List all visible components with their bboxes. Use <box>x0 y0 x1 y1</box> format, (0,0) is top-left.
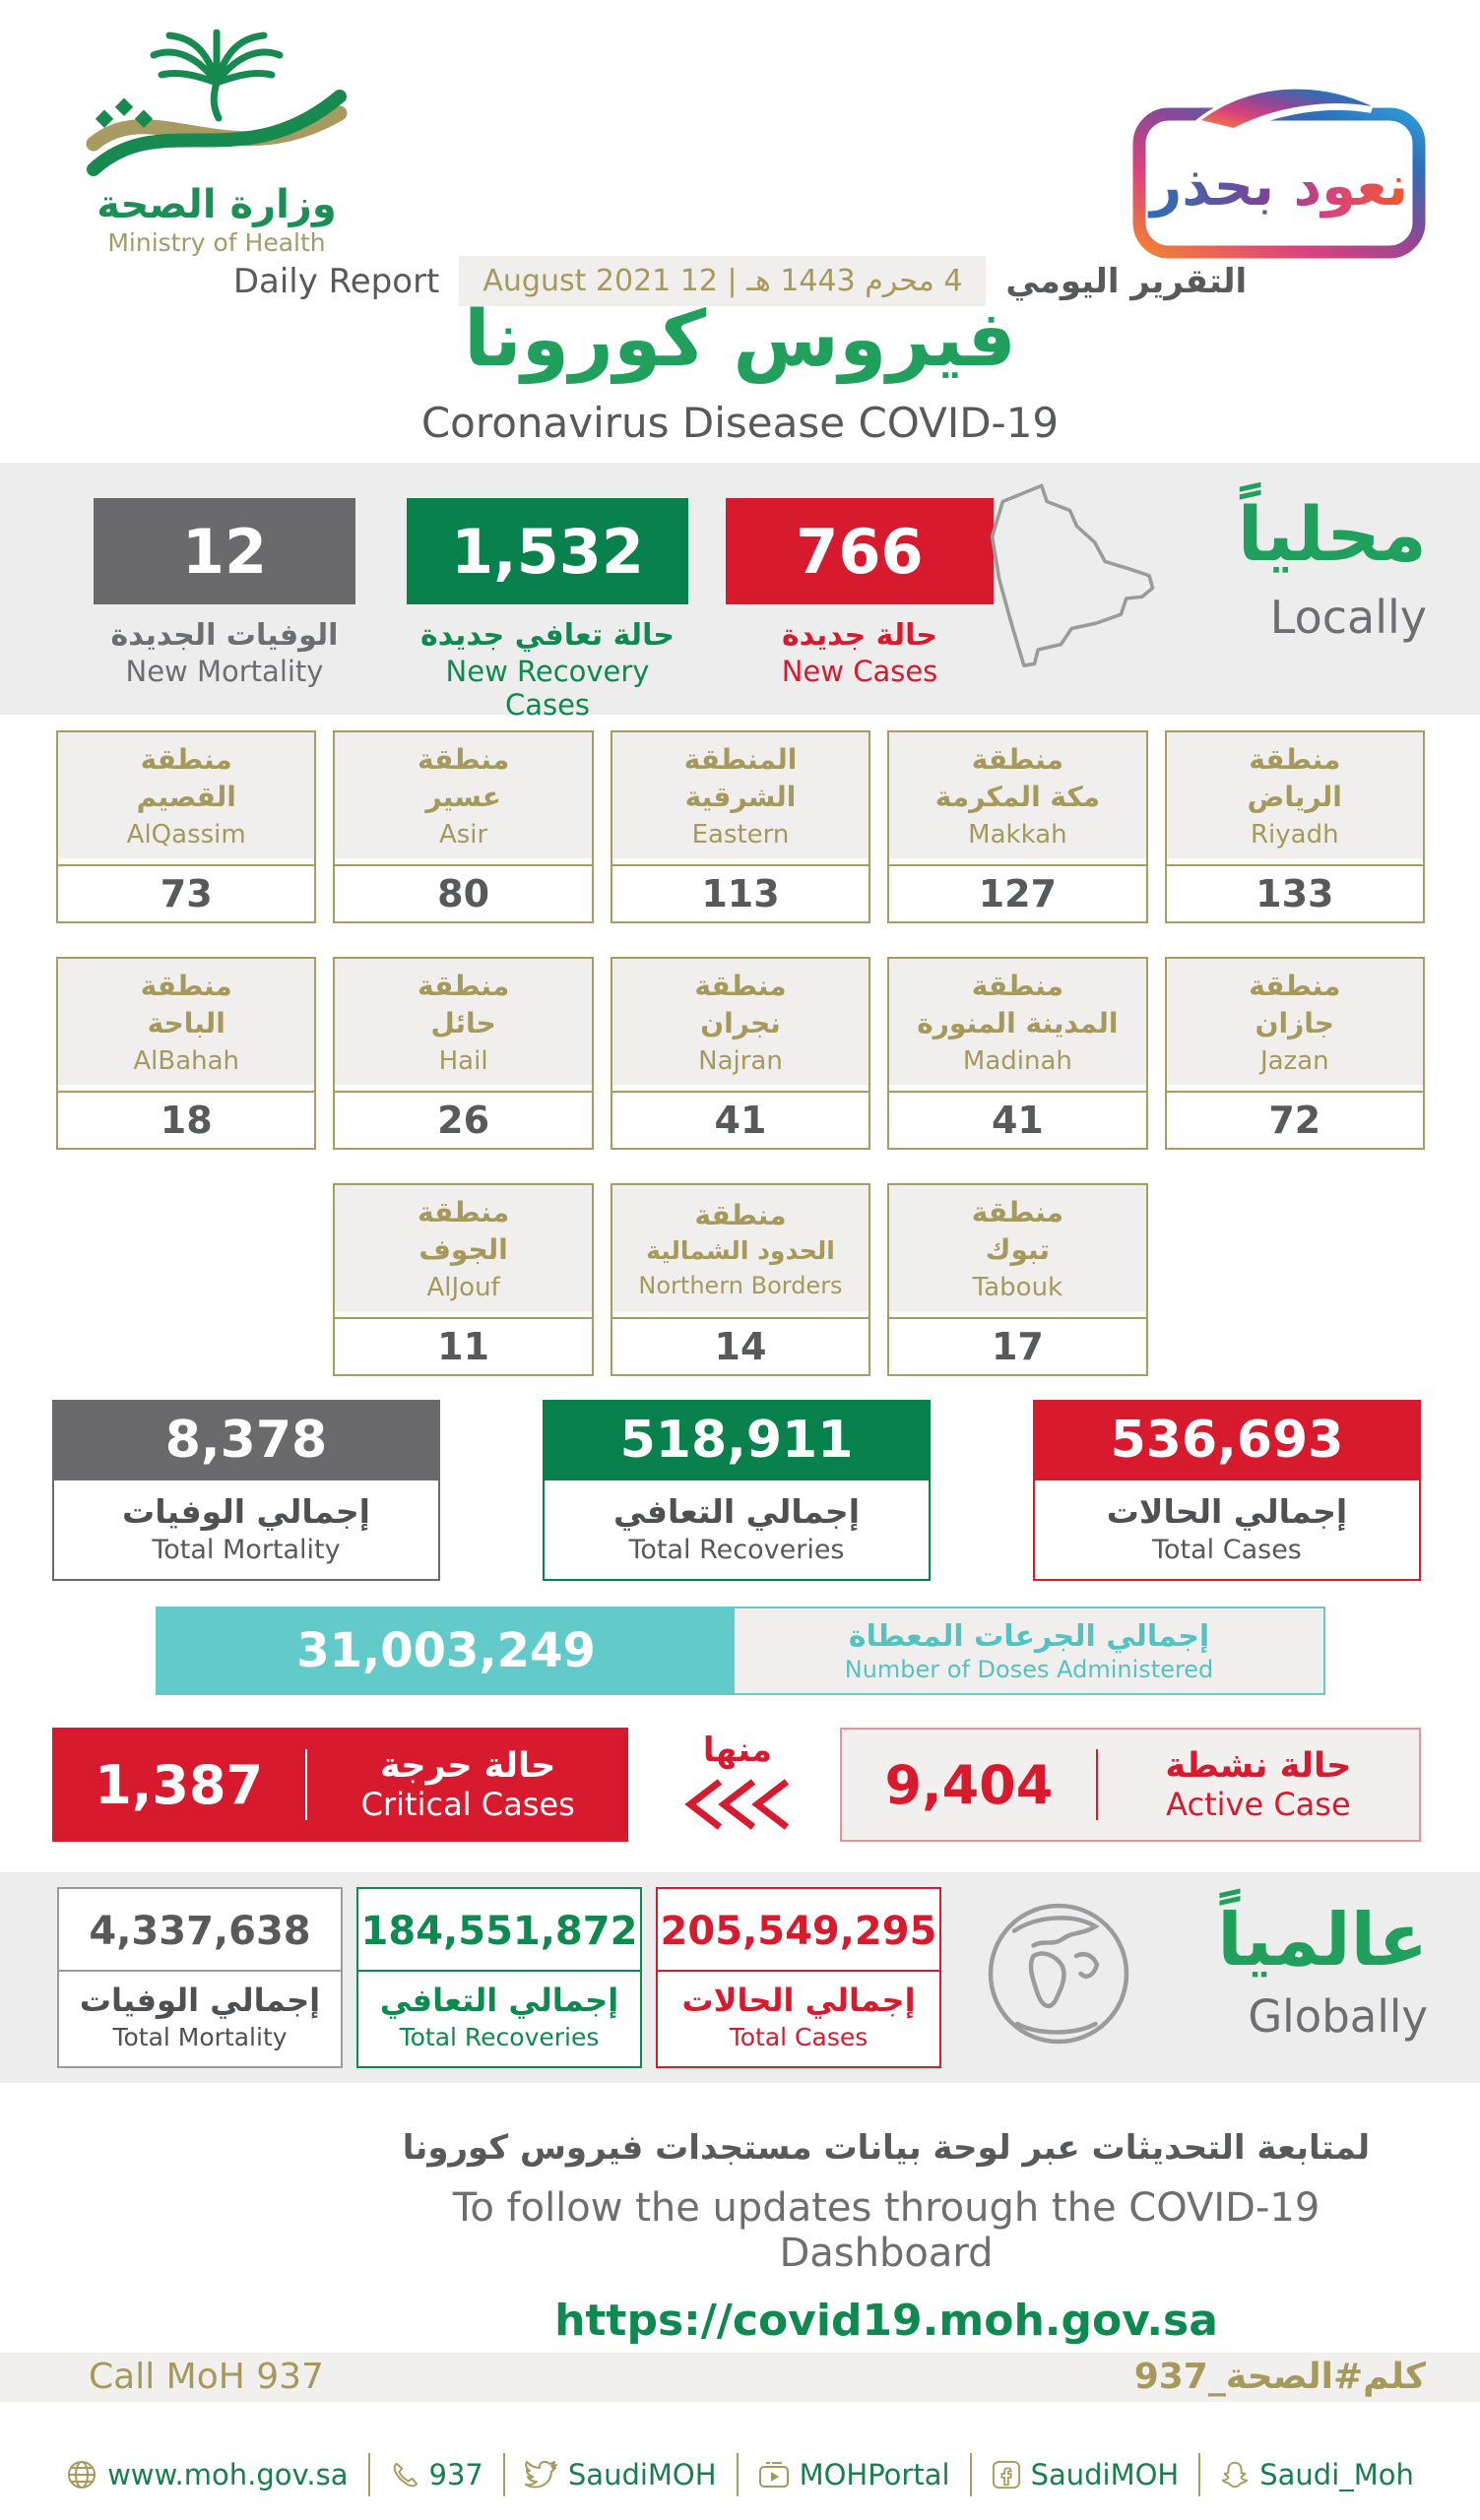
call-moh-hashtag-ar: كلم#الصحة_937 <box>1133 2357 1426 2397</box>
region-value: 41 <box>889 1093 1145 1148</box>
region-value: 17 <box>889 1319 1145 1374</box>
globally-section <box>0 1872 1480 2083</box>
new-cases-value: 766 <box>726 498 994 604</box>
globe-icon <box>66 2459 97 2490</box>
facebook-icon <box>992 2460 1021 2489</box>
global-recoveries-card <box>356 1887 642 2068</box>
region-card-makkah <box>887 730 1147 923</box>
new-cases-label-ar: حالة جديدة <box>781 618 938 653</box>
locally-label-ar: محلياً <box>1237 490 1427 578</box>
footer-separator <box>503 2453 505 2496</box>
phone-icon <box>390 2460 419 2489</box>
of-which-label: منها <box>702 1731 773 1770</box>
region-en-name: Madinah <box>962 1045 1072 1076</box>
moh-logo-icon <box>69 30 364 179</box>
region-ar-name: المدينة المنورة <box>917 1007 1119 1040</box>
region-card-alqassim <box>56 730 316 923</box>
region-ar-word: منطقة <box>418 1196 510 1229</box>
globally-label-en: Globally <box>1248 1989 1428 2043</box>
new-cases-stat <box>726 498 994 688</box>
region-card-najran <box>611 957 870 1150</box>
critical-cases-value: 1,387 <box>95 1753 264 1816</box>
region-en-name: Najran <box>698 1045 783 1076</box>
region-ar-name: الباحة <box>147 1007 225 1040</box>
region-value: 113 <box>612 866 869 921</box>
region-en-name: Riyadh <box>1250 819 1339 850</box>
local-totals-row <box>52 1400 1421 1581</box>
footer-item-youtube[interactable] <box>758 2458 950 2491</box>
region-ar-name: جازان <box>1255 1007 1334 1040</box>
global-recoveries-label-ar: إجمالي التعافي <box>379 1982 619 2019</box>
footer-label[interactable]: www.moh.gov.sa <box>107 2458 349 2491</box>
footer-separator <box>368 2453 370 2496</box>
region-en-name: Makkah <box>968 819 1067 850</box>
region-ar-name: الحدود الشمالية <box>646 1236 835 1266</box>
footer-label[interactable]: SaudiMOH <box>567 2458 717 2491</box>
total-mortality-card <box>52 1400 440 1581</box>
total-cases-value: 536,693 <box>1033 1400 1421 1480</box>
region-ar-word: منطقة <box>1249 970 1341 1003</box>
active-cases-value: 9,404 <box>884 1753 1054 1816</box>
global-cases-value: 205,549,295 <box>658 1889 939 1972</box>
region-ar-name: حائل <box>430 1007 496 1040</box>
region-en-name: Asir <box>438 819 488 850</box>
critical-cases-label-en: Critical Cases <box>360 1786 575 1823</box>
active-cases-box <box>840 1728 1421 1842</box>
global-cases-label-ar: إجمالي الحالات <box>681 1982 916 2019</box>
qr-code <box>94 2116 322 2349</box>
footer-social-row <box>0 2453 1480 2496</box>
region-card-riyadh <box>1165 730 1425 923</box>
return-with-caution-badge <box>1127 79 1433 270</box>
region-ar-name: تبوك <box>985 1233 1050 1266</box>
footer-label[interactable]: Saudi_Moh <box>1259 2458 1414 2491</box>
footer-item-snapchat[interactable] <box>1220 2458 1414 2491</box>
global-mortality-label-en: Total Mortality <box>112 2023 288 2051</box>
region-card-albahah <box>56 957 316 1150</box>
region-card-tabouk <box>887 1183 1147 1376</box>
total-mortality-value: 8,378 <box>52 1400 440 1480</box>
region-value: 11 <box>335 1319 591 1374</box>
chevrons-left-icon <box>682 1778 793 1831</box>
report-date: 4 محرم 1443 هـ | 12 August 2021 <box>459 256 986 306</box>
region-ar-word: منطقة <box>694 1199 787 1232</box>
region-value: 127 <box>889 866 1145 921</box>
moh-logo-name-en: Ministry of Health <box>107 228 326 257</box>
region-value: 72 <box>1167 1093 1423 1148</box>
region-en-name: AlJouf <box>426 1272 500 1302</box>
call-moh-band <box>0 2353 1480 2402</box>
region-ar-name: القصيم <box>136 781 236 813</box>
critical-cases-box <box>52 1728 628 1842</box>
region-ar-word: منطقة <box>140 970 232 1003</box>
new-mortality-stat <box>94 498 355 688</box>
region-ar-word: منطقة <box>418 743 510 777</box>
region-value: 26 <box>335 1093 591 1148</box>
doses-administered-bar <box>156 1606 1325 1695</box>
region-ar-word: منطقة <box>971 970 1063 1003</box>
global-recoveries-label-en: Total Recoveries <box>399 2023 600 2051</box>
new-mortality-value: 12 <box>94 498 355 604</box>
region-value: 73 <box>58 866 314 921</box>
region-ar-word: منطقة <box>1249 743 1341 777</box>
critical-cases-label-ar: حالة حرجة <box>380 1746 556 1786</box>
region-en-name: Jazan <box>1259 1045 1329 1076</box>
new-cases-label-en: New Cases <box>781 655 938 688</box>
total-recoveries-card <box>543 1400 931 1581</box>
of-which-connector <box>677 1731 798 1835</box>
globally-label-ar: عالمياً <box>1217 1898 1428 1983</box>
region-value: 14 <box>612 1319 869 1374</box>
dashboard-info <box>374 2128 1398 2346</box>
footer-separator <box>970 2453 972 2496</box>
footer-item-website[interactable] <box>66 2458 348 2491</box>
total-recoveries-label-ar: إجمالي التعافي <box>612 1492 861 1531</box>
footer-item-phone[interactable] <box>390 2458 483 2491</box>
region-ar-word: منطقة <box>971 1196 1063 1229</box>
region-ar-name: مكة المكرمة <box>934 781 1101 813</box>
snapchat-icon <box>1220 2460 1250 2489</box>
total-cases-card <box>1033 1400 1421 1581</box>
region-ar-name: الرياض <box>1247 781 1342 813</box>
footer-item-facebook[interactable] <box>992 2458 1180 2491</box>
region-card-aljouf <box>333 1183 593 1376</box>
active-cases-label-ar: حالة نشطة <box>1165 1746 1352 1786</box>
new-recoveries-stat <box>407 498 688 722</box>
total-cases-label-ar: إجمالي الحالات <box>1106 1492 1348 1531</box>
youtube-icon <box>758 2460 790 2489</box>
region-ar-name: الجوف <box>418 1233 508 1266</box>
total-recoveries-label-en: Total Recoveries <box>628 1535 845 1565</box>
region-ar-word: منطقة <box>418 970 510 1003</box>
doses-label-ar: إجمالي الجرعات المعطاة <box>848 1618 1210 1654</box>
moh-logo <box>54 30 379 257</box>
footer-item-twitter[interactable] <box>525 2458 717 2491</box>
new-recoveries-value: 1,532 <box>407 498 688 604</box>
page-title-en: Coronavirus Disease COVID-19 <box>420 399 1060 447</box>
region-ar-name: الشرقية <box>684 781 797 813</box>
call-moh-label-en: Call MoH 937 <box>89 2357 324 2397</box>
region-card-jazan <box>1165 957 1425 1150</box>
region-card-northern-borders <box>611 1183 870 1376</box>
global-cases-label-en: Total Cases <box>729 2023 869 2051</box>
total-mortality-label-ar: إجمالي الوفيات <box>122 1492 370 1531</box>
saudi-map-icon <box>980 480 1167 683</box>
moh-logo-name-ar: وزارة الصحة <box>97 182 337 227</box>
global-recoveries-value: 184,551,872 <box>358 1889 640 1972</box>
global-mortality-value: 4,337,638 <box>59 1889 341 1972</box>
region-en-name: AlBahah <box>133 1045 240 1076</box>
dashboard-url-link[interactable]: https://covid19.moh.gov.sa <box>554 2296 1218 2346</box>
region-en-name: AlQassim <box>126 819 246 850</box>
region-card-eastern <box>611 730 870 923</box>
saudi-map-block <box>980 480 1427 683</box>
region-card-asir <box>333 730 593 923</box>
region-en-name: Hail <box>438 1045 488 1076</box>
region-ar-name: نجران <box>700 1007 781 1040</box>
new-mortality-label-ar: الوفيات الجديدة <box>110 618 339 653</box>
regions-grid <box>56 730 1425 1376</box>
locally-label-en: Locally <box>1269 591 1427 645</box>
total-recoveries-value: 518,911 <box>543 1400 931 1480</box>
region-ar-word: منطقة <box>971 743 1063 777</box>
region-en-name: Eastern <box>691 819 790 850</box>
doses-value: 31,003,249 <box>158 1608 735 1693</box>
global-cases-card <box>656 1887 941 2068</box>
footer-label[interactable]: MOHPortal <box>799 2458 950 2491</box>
new-recoveries-label-ar: حالة تعافي جديدة <box>420 618 675 653</box>
region-ar-name: عسير <box>425 781 501 813</box>
new-recoveries-label-en: New Recovery Cases <box>445 655 650 722</box>
footer-label[interactable]: 937 <box>428 2458 483 2491</box>
daily-report-label-ar: التقرير اليومي <box>1005 261 1248 301</box>
global-mortality-label-ar: إجمالي الوفيات <box>79 1982 321 2019</box>
region-ar-word: منطقة <box>140 743 232 777</box>
region-ar-word: المنطقة <box>683 743 798 777</box>
footer-separator <box>1198 2453 1200 2496</box>
global-mortality-card <box>57 1887 343 2068</box>
footer-label[interactable]: SaudiMOH <box>1030 2458 1180 2491</box>
page-title-ar: فيروس كورونا <box>464 295 1016 384</box>
region-value: 18 <box>58 1093 314 1148</box>
dashboard-line-en: To follow the updates through the COVID-19 Dashboard <box>452 2185 1320 2276</box>
region-en-name: Northern Borders <box>638 1271 843 1299</box>
badge-text: نعود بحذر <box>1150 155 1408 219</box>
dashboard-line-ar: لمتابعة التحديثات عبر لوحة بيانات مستجدات فيروس كورونا <box>402 2128 1371 2168</box>
total-mortality-label-en: Total Mortality <box>152 1535 341 1565</box>
footer-separator <box>737 2453 739 2496</box>
new-mortality-label-en: New Mortality <box>125 655 324 688</box>
region-card-hail <box>333 957 593 1150</box>
daily-report-label-en: Daily Report <box>232 261 440 301</box>
globe-icon <box>985 1894 1132 2057</box>
total-cases-label-en: Total Cases <box>1152 1535 1302 1565</box>
region-value: 41 <box>612 1093 869 1148</box>
locally-section <box>0 463 1480 722</box>
region-card-madinah <box>887 957 1147 1150</box>
region-en-name: Tabouk <box>972 1272 1063 1302</box>
doses-label-en: Number of Doses Administered <box>844 1655 1214 1683</box>
region-value: 133 <box>1167 866 1423 921</box>
active-cases-label-en: Active Case <box>1166 1786 1351 1823</box>
region-value: 80 <box>335 866 591 921</box>
twitter-icon <box>525 2460 558 2489</box>
region-ar-word: منطقة <box>694 970 787 1003</box>
